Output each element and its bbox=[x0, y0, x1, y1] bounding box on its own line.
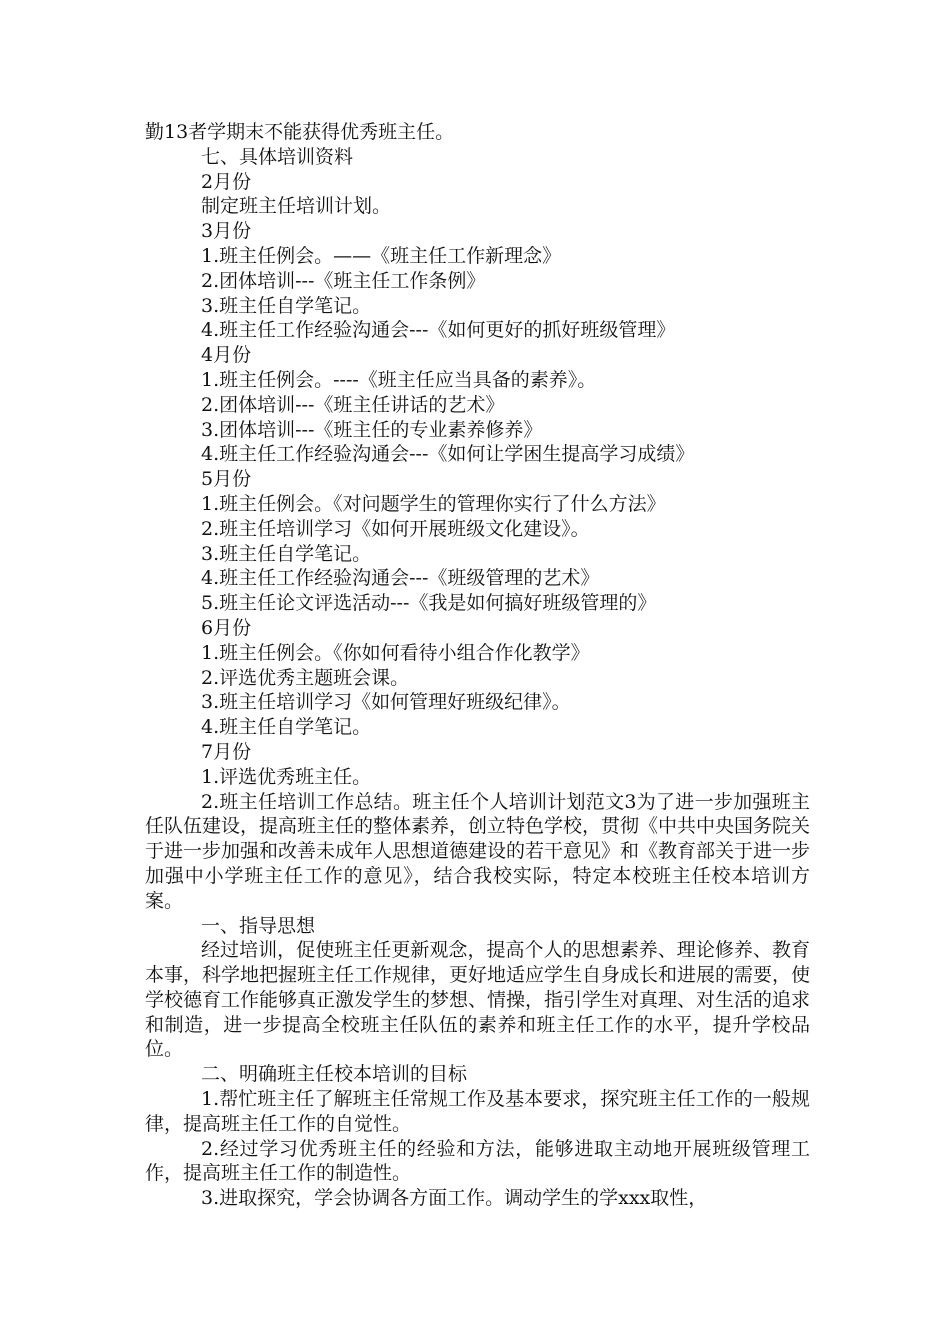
list-item: 3.班主任自学笔记。 bbox=[201, 294, 372, 317]
text-line: 制定班主任培训计划。 bbox=[201, 195, 392, 218]
month-heading: 6月份 bbox=[201, 616, 252, 639]
list-item: 2.班主任培训学习《如何开展班级文化建设》。 bbox=[201, 517, 590, 540]
list-item: 1.班主任例会。《你如何看待小组合作化教学》 bbox=[201, 641, 590, 664]
month-heading: 3月份 bbox=[201, 220, 252, 243]
list-item: 1.班主任例会。——《班主任工作新理念》 bbox=[201, 244, 562, 267]
section-heading: 七、具体培训资料 bbox=[201, 145, 354, 168]
list-item: 3.团体培训---《班主任的专业素养修养》 bbox=[201, 418, 543, 441]
list-item: 2.团体培训---《班主任工作条例》 bbox=[201, 269, 486, 292]
section-heading: 一、指导思想 bbox=[201, 914, 316, 937]
paragraph-guiding-idea: 经过培训，促使班主任更新观念，提高个人的思想素养、理论修养、教育本事，科学地把握班主任工作规律，更好地适应学生自身成长和进展的需要，使学校德育工作能够真正激发学生的梦想、情操，指引学生对真理、对生活的追求和制造，进一步提高全校班主任队伍的素养和班主任工作的水平，提升学校品位。 bbox=[145, 939, 811, 1061]
list-item: 4.班主任工作经验沟通会---《如何更好的抓好班级管理》 bbox=[201, 319, 676, 342]
list-item: 4.班主任自学笔记。 bbox=[201, 716, 372, 739]
month-heading: 4月份 bbox=[201, 344, 252, 367]
section-heading: 二、明确班主任校本培训的目标 bbox=[201, 1063, 468, 1086]
list-item: 4.班主任工作经验沟通会---《班级管理的艺术》 bbox=[201, 567, 600, 590]
list-item: 4.班主任工作经验沟通会---《如何让学困生提高学习成绩》 bbox=[201, 443, 695, 466]
month-heading: 7月份 bbox=[201, 740, 252, 763]
list-item: 5.班主任论文评选活动---《我是如何搞好班级管理的》 bbox=[201, 592, 657, 615]
month-heading: 5月份 bbox=[201, 468, 252, 491]
paragraph-goal-1: 1.帮忙班主任了解班主任常规工作及基本要求，探究班主任工作的一般规律，提高班主任工作的自觉性。 bbox=[145, 1088, 810, 1135]
list-item: 1.班主任例会。《对问题学生的管理你实行了什么方法》 bbox=[201, 492, 666, 515]
month-heading: 2月份 bbox=[201, 170, 252, 193]
list-item: 2.团体培训---《班主任讲话的艺术》 bbox=[201, 393, 505, 416]
list-item: 2.评选优秀主题班会课。 bbox=[201, 666, 410, 689]
list-item: 3.班主任自学笔记。 bbox=[201, 542, 372, 565]
list-item: 1.评选优秀班主任。 bbox=[201, 765, 372, 788]
list-item: 3.班主任培训学习《如何管理好班级纪律》。 bbox=[201, 691, 571, 714]
document-body bbox=[145, 120, 810, 1211]
paragraph-goal-2: 2.经过学习优秀班主任的经验和方法，能够进取主动地开展班级管理工作，提高班主任工作的制造性。 bbox=[145, 1137, 810, 1185]
paragraph-summary: 2.班主任培训工作总结。班主任个人培训计划范文3为了进一步加强班主任队伍建设，提高班主任的整体素养，创立特色学校，贯彻《中共中央国务院关于进一步加强和改善未成年人思想道德建设的若干意见》和《教育部关于进一步加强中小学班主任工作的意见》，结合我校实际，特定本校班主任校本培训方案。 bbox=[145, 790, 811, 912]
text-line: 勤13者学期末不能获得优秀班主任。 bbox=[145, 121, 455, 143]
list-item: 1.班主任例会。----《班主任应当具备的素养》。 bbox=[201, 368, 597, 391]
paragraph-goal-3: 3.进取探究，学会协调各方面工作。调动学生的学xxx取性， bbox=[201, 1187, 708, 1210]
